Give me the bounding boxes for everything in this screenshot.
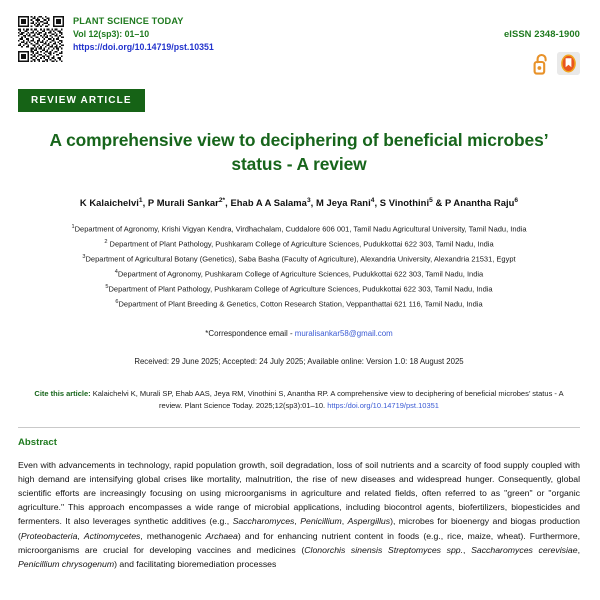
affiliation-marker: 2 (104, 239, 108, 246)
masthead (18, 14, 580, 75)
badge-group (504, 52, 580, 75)
citation-doi-link[interactable]: https:/doi.org/10.14719/pst.10351 (327, 400, 439, 410)
publication-dates: Received: 29 June 2025; Accepted: 24 July 2025; Available online: Version 1.0: 18 August 2025 (134, 356, 464, 366)
journal-volume: Vol 12(sp3): 01–10 (73, 29, 150, 40)
affiliation-marker: 4 (114, 269, 118, 276)
affiliation-item (18, 237, 580, 252)
affiliation-marker: 6 (115, 298, 119, 305)
affiliation-item (18, 282, 580, 297)
abstract-heading: Abstract (18, 437, 57, 449)
open-access-lock-icon[interactable] (533, 53, 550, 75)
section-divider (18, 427, 580, 428)
journal-meta (73, 14, 214, 53)
qr-code-icon (18, 16, 64, 62)
affiliation-marker: 1 (71, 224, 75, 231)
affiliation-marker: 5 (105, 284, 109, 291)
affiliation-item (18, 252, 580, 267)
masthead-left (18, 14, 214, 62)
journal-name: PLANT SCIENCE TODAY (73, 16, 184, 26)
correspondence-line (18, 329, 580, 338)
affiliation-item (18, 222, 580, 237)
affiliation-text: Department of Agronomy, Krishi Vigyan Kendra, Virdhachalam, Cuddalore 606 001, Tamil Nadu Agricultural University, Tamil Nadu, India (74, 224, 527, 234)
affiliation-text: Department of Plant Breeding & Genetics, Cotton Research Station, Veppanthattai 621 116, Tamil Nadu, India (118, 299, 483, 309)
citation-text: Kalaichelvi K, Murali SP, Ehab AAS, Jeya RM, Vinothini S, Anantha RP. A comprehensive view to deciphering of beneficial microbes’ status - A review. Plant Science Today. 2025;12(sp3):01–10. (90, 388, 564, 410)
affiliation-item (18, 297, 580, 312)
citation-label: Cite this article: (34, 388, 91, 398)
journal-badge-icon[interactable] (557, 52, 580, 75)
correspondence-email[interactable]: muralisankar58@gmail.com (294, 328, 393, 338)
journal-doi-link[interactable]: https://doi.org/10.14719/pst.10351 (73, 41, 214, 52)
article-type-badge: REVIEW ARTICLE (18, 89, 145, 112)
abstract-body: Even with advancements in technology, rapid population growth, soil degradation, loss of soil nutrients and a scarcity of food supply coupled with high demand are intensifying global crises like mortality, malnutrition, the rise of new diseases and widespread hunger. Consequently, global scientific efforts are increasingly focusing on using microorganisms in agriculture and related fields, often referred to as "green" or "organic agriculture." This approach encompasses a wide range of microbial applications, including biocontrol agents, biofertilizers, biopesticides and fermenters. It also leverages synthetic additives (e.g., Saccharomyces, Penicillium, Aspergillus), microbes for bioenergy and biogas production (Proteobacteria, Actinomycetes, methanogenic Archaea) and for enhancing nutrient content in foods (e.g., rice, maize, wheat). Furthermore, microorganisms are crucial for developing vaccines and medicines (Clonorchis sinensis Streptomyces spp., Saccharomyces cerevisiae, Penicillium chrysogenum) and facilitating bioremediation processes (18, 460, 581, 569)
correspondence-label: *Correspondence email - (205, 328, 295, 338)
affiliation-item (18, 267, 580, 282)
author-list: K Kalaichelvi$^1$, P Murali Sankar$^{2*}$, Ehab A A Salama$^3$, M Jeya Rani$^4$, S Vinothini$^5$ & P Anantha Raju$^6$ (79, 197, 519, 209)
affiliation-list (18, 222, 580, 311)
affiliation-marker: 3 (82, 254, 86, 261)
affiliation-text: Department of Plant Pathology, Pushkaram College of Agriculture Sciences, Pudukkottai 622 303, Tamil Nadu, India (107, 239, 494, 249)
masthead-right (504, 14, 580, 75)
citation-block (26, 388, 572, 412)
affiliation-text: Department of Agricultural Botany (Genetics), Saba Basha (Faculty of Agriculture), Alexandria University, Alexandria 21531, Egypt (85, 254, 516, 264)
affiliation-text: Department of Plant Pathology, Pushkaram College of Agriculture Sciences, Pudukkottai 622 303, Tamil Nadu, India (108, 284, 493, 294)
eissn-label: eISSN 2348-1900 (503, 28, 580, 39)
affiliation-text: Department of Agronomy, Pushkaram College of Agriculture Sciences, Pudukkottai 622 303, Tamil Nadu, India (117, 269, 484, 279)
page-title: A comprehensive view to deciphering of beneficial microbes’ status - A review (49, 130, 549, 174)
